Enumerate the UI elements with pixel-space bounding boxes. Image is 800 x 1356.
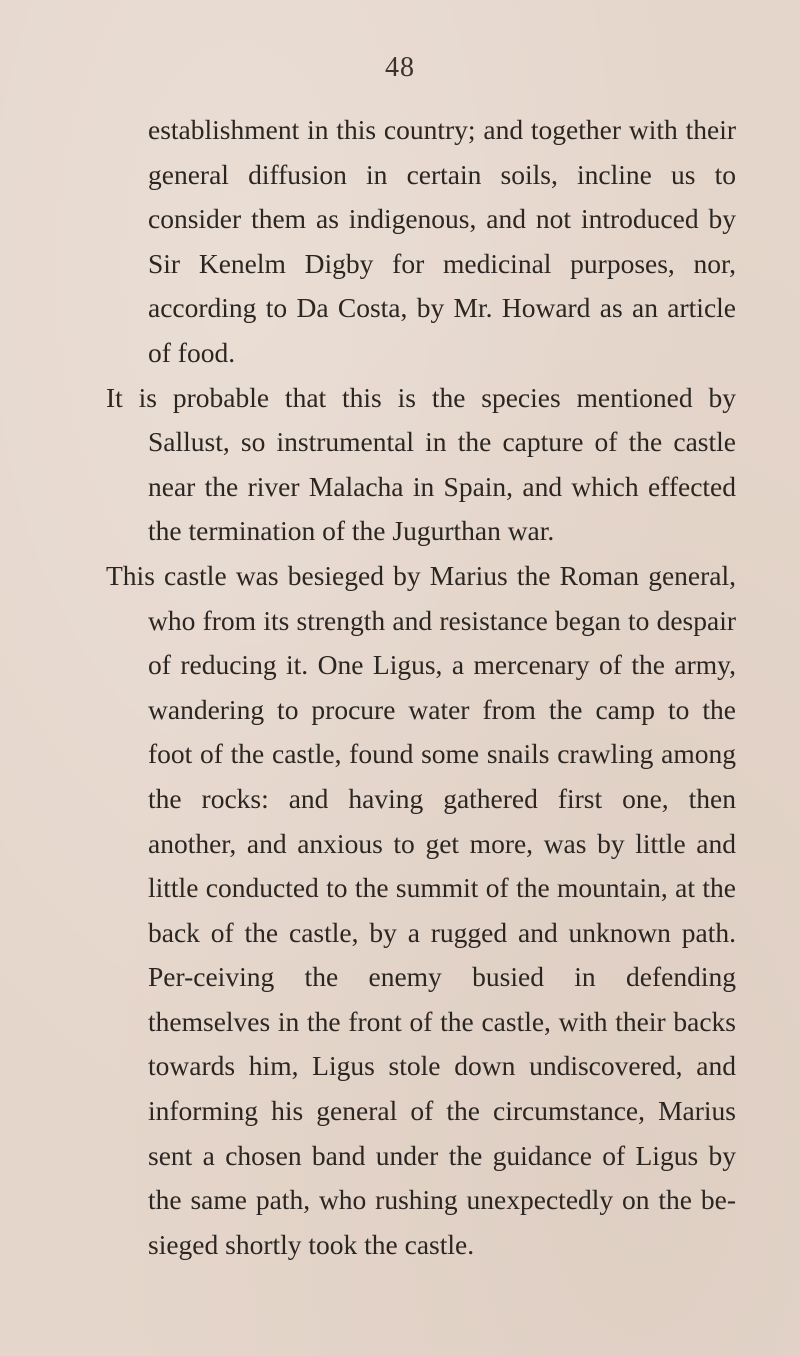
page-number: 48	[385, 52, 415, 83]
paragraph-marius: This castle was besieged by Marius the Roman general, who from its strength and resistance began to despair of reducing it. One Ligus, a mercenary of the army, wandering to procure water from the camp to the foot of the castle, found some snails crawling among the rocks: and having gathered first one, then another, and anxious to get more, was by little and little conducted to the summit of the mountain, at the back of the castle, by a rugged and unknown path. Per-ceiving the enemy busied in defending themselves in the front of the castle, with their backs towards him, Ligus stole down undiscovered, and informing his general of the circumstance, Marius sent a chosen band under the guidance of Ligus by the same path, who rushing unexpectedly on the be-sieged shortly took the castle.	[106, 559, 736, 1260]
body-text	[106, 108, 736, 1267]
paragraph-continuation: establishment in this country; and together with their general diffusion in certain soils, incline us to consider them as indigenous, and not introduced by Sir Kenelm Digby for medicinal purposes, nor, according to Da Costa, by Mr. Howard as an article of food.	[148, 114, 736, 368]
paragraph-sallust: It is probable that this is the species mentioned by Sallust, so instrumental in the capture of the castle near the river Malacha in Spain, and which effected the termination of the Jugurthan war.	[106, 381, 736, 547]
